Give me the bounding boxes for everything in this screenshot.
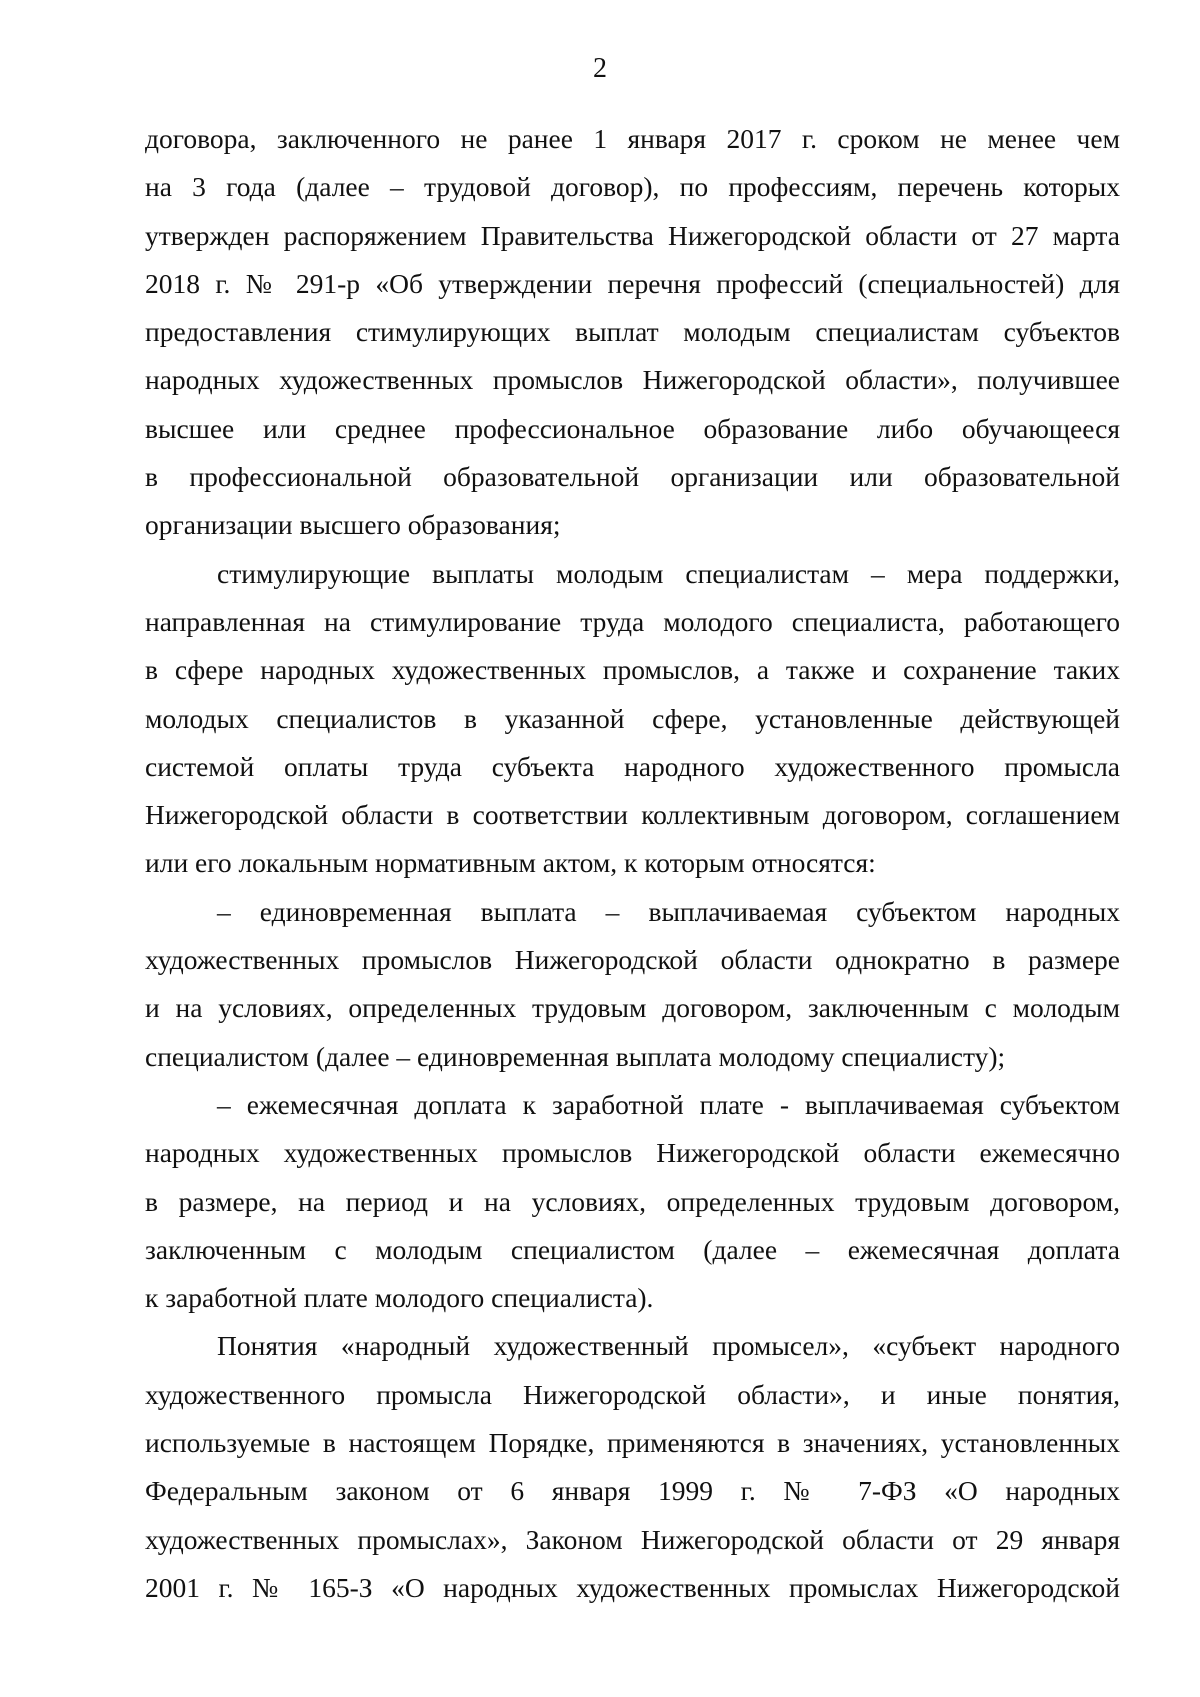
text-line: используемые в настоящем Порядке, применяются в значениях, установленных: [145, 1427, 1120, 1459]
text-line: Нижегородской области в соответствии коллективным договором, соглашением: [145, 799, 1120, 831]
text-line: утвержден распоряжением Правительства Нижегородской области от 27 марта: [145, 219, 1120, 251]
text-line: – единовременная выплата – выплачиваемая субъектом народных: [217, 895, 1120, 927]
text-line: художественных промыслов Нижегородской области однократно в размере: [145, 944, 1120, 976]
text-line: на 3 года (далее – трудовой договор), по профессиям, перечень которых: [145, 171, 1120, 203]
text-line: высшее или среднее профессиональное образование либо обучающееся: [145, 412, 1120, 444]
document-body: [145, 115, 1120, 1612]
text-line: Федеральным законом от 6 января 1999 г. № 7-ФЗ «О народных: [145, 1475, 1120, 1507]
text-line: направленная на стимулирование труда молодого специалиста, работающего: [145, 605, 1120, 637]
page-number: 2: [593, 53, 607, 84]
text-line: к заработной плате молодого специалиста).: [145, 1282, 654, 1314]
text-line: 2001 г. № 165-З «О народных художественных промыслах Нижегородской: [145, 1571, 1120, 1603]
text-line: в сфере народных художественных промыслов, а также и сохранение таких: [145, 654, 1120, 686]
text-line: в профессиональной образовательной организации или образовательной: [145, 461, 1120, 493]
text-line: или его локальным нормативным актом, к которым относятся:: [145, 847, 876, 879]
text-line: заключенным с молодым специалистом (далее – ежемесячная доплата: [145, 1233, 1120, 1265]
text-line: договора, заключенного не ранее 1 января 2017 г. сроком не менее чем: [145, 123, 1120, 154]
text-line: и на условиях, определенных трудовым договором, заключенным с молодым: [145, 992, 1120, 1024]
text-line: художественных промыслах», Законом Нижегородской области от 29 января: [145, 1523, 1120, 1555]
text-line: художественного промысла Нижегородской области», и иные понятия,: [145, 1378, 1120, 1410]
text-line: народных художественных промыслов Нижегородской области ежемесячно: [145, 1137, 1120, 1169]
text-line: организации высшего образования;: [145, 509, 561, 541]
text-line: Понятия «народный художественный промысел», «субъект народного: [217, 1330, 1120, 1362]
text-line: народных художественных промыслов Нижегородской области», получившее: [145, 364, 1120, 396]
text-line: специалистом (далее – единовременная выплата молодому специалисту);: [145, 1040, 1006, 1072]
text-line: 2018 г. № 291-р «Об утверждении перечня профессий (специальностей) для: [145, 267, 1120, 299]
text-line: – ежемесячная доплата к заработной плате - выплачиваемая субъектом: [217, 1088, 1120, 1120]
text-line: предоставления стимулирующих выплат молодым специалистам субъектов: [145, 316, 1120, 348]
text-line: системой оплаты труда субъекта народного художественного промысла: [145, 750, 1120, 782]
text-line: стимулирующие выплаты молодым специалистам – мера поддержки,: [217, 557, 1120, 589]
text-line: молодых специалистов в указанной сфере, установленные действующей: [145, 702, 1120, 734]
text-line: в размере, на период и на условиях, определенных трудовым договором,: [145, 1185, 1120, 1217]
